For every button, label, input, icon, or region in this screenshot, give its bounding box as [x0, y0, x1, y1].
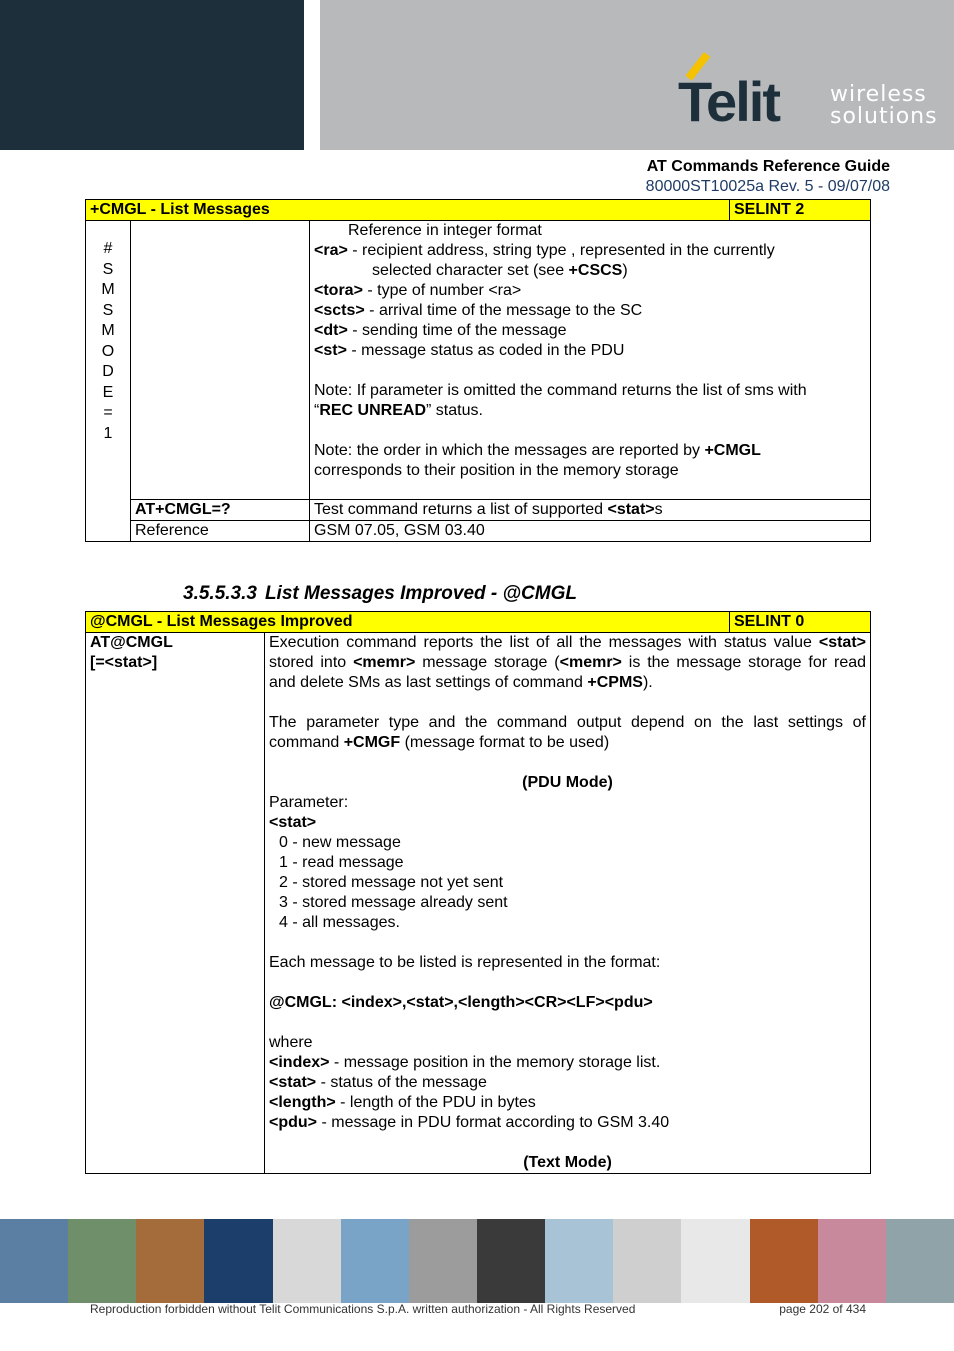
side-label-char: S [102, 301, 114, 319]
footer-photo-strip [0, 1219, 954, 1303]
section-title: List Messages Improved - @CMGL [264, 583, 577, 604]
pdu-mode-heading: (PDU Mode) [522, 774, 613, 791]
empty-cell [131, 221, 310, 500]
stat-value-item: 4 - all messages. [279, 914, 400, 931]
stat-value-item: 2 - stored message not yet sent [279, 874, 504, 891]
command-param: [=<stat>] [90, 654, 158, 671]
stat-values [269, 833, 866, 933]
table2-header-left: @CMGL - List Messages Improved [86, 612, 730, 633]
logo-tagline-1: wireless [830, 82, 927, 107]
cmgl-description: Reference in integer format <ra> - recipient address, string type , represented in the currently selected character set (see +CSCS) <tora> - type of number <ra> <scts> - arrival time of the message to the SC <dt> - sending time of the message <st> - message status as coded in the PDU Note: If parameter is omitted the command returns the list of sms with “REC UNREAD” status. Note: the order in which the messages are reported by +CMGL corresponds to their position in the memory storage [310, 221, 871, 500]
document-revision: 80000ST10025a Rev. 5 - 09/07/08 [645, 178, 890, 195]
header-dark-panel [0, 0, 304, 150]
logo-tagline-2: solutions [830, 104, 938, 129]
side-label-char: E [102, 383, 114, 401]
stat-value-item: 0 - new message [279, 834, 401, 851]
ref-line: Reference in integer format [348, 222, 542, 239]
note-1: Note: If parameter is omitted the command returns the list of sms with [314, 382, 807, 399]
command-syntax [86, 633, 265, 1174]
test-command-desc: Test command returns a list of supported <stat>s [310, 500, 871, 521]
parameter-label: Parameter: [269, 794, 349, 811]
smsmode-label [86, 221, 131, 542]
stat-tag: <stat> [269, 814, 317, 831]
page-number: page 202 of 434 [779, 1302, 866, 1316]
test-command: AT+CMGL=? [131, 500, 310, 521]
stat-value-item: 3 - stored message already sent [279, 894, 508, 911]
format-string: @CMGL: <index>,<stat>,<length><CR><LF><pdu> [269, 994, 653, 1011]
side-label-char: M [101, 281, 115, 298]
document-title: AT Commands Reference Guide [646, 158, 890, 175]
text-mode-heading: (Text Mode) [523, 1154, 612, 1171]
cmgl-table [85, 199, 871, 542]
reference-value: GSM 07.05, GSM 03.40 [310, 521, 871, 542]
side-label-char: O [101, 342, 115, 360]
telit-logo [678, 52, 938, 133]
command-description: Execution command reports the list of all the messages with status value <stat> stored into <memr> message storage (<memr> is the message storage for read and delete SMs as last settings of command +CPMS). The parameter type and the command output depend on the last settings of command +CMGF (message format to be used) (PDU Mode) Parameter: <stat> 0 - new message 1 - read message 2 - stored message not yet sent 3 - stored message already sent 4 - all messages. Each message to be listed is represented in the format: @CMGL: <index>,<stat>,<length><CR><LF><pdu> where <index> - message position in the memory storage list. <stat> - status of the message <length> - length of the PDU in bytes <pdu> - message in PDU format according to GSM 3.40 (Text Mode) [265, 633, 871, 1174]
stat-value-item: 1 - read message [279, 854, 404, 871]
section-heading [183, 583, 577, 605]
table-header-right: SELINT 2 [730, 200, 871, 221]
side-label-char: # [103, 240, 113, 257]
table-header-left: +CMGL - List Messages [86, 200, 730, 221]
side-label-char: D [102, 363, 114, 380]
side-label-char: M [101, 322, 115, 339]
reference-label: Reference [131, 521, 310, 542]
footer-copyright: Reproduction forbidden without Telit Communications S.p.A. written authorization - All Rights Reserved [90, 1302, 636, 1316]
at-cmgl-table [85, 611, 871, 1174]
format-intro: Each message to be listed is represented in the format: [269, 954, 661, 971]
where-label: where [269, 1034, 313, 1051]
logo-tagline [830, 84, 938, 128]
section-number: 3.5.5.3.3 [183, 583, 257, 604]
side-label-char: = [103, 404, 113, 421]
table2-header-right: SELINT 0 [730, 612, 871, 633]
side-label-char: 1 [103, 424, 113, 442]
logo-word: Telit [678, 70, 779, 133]
command-name: AT@CMGL [90, 634, 173, 651]
side-label-char: S [102, 260, 114, 278]
note-2: corresponds to their position in the memory storage [314, 462, 679, 479]
